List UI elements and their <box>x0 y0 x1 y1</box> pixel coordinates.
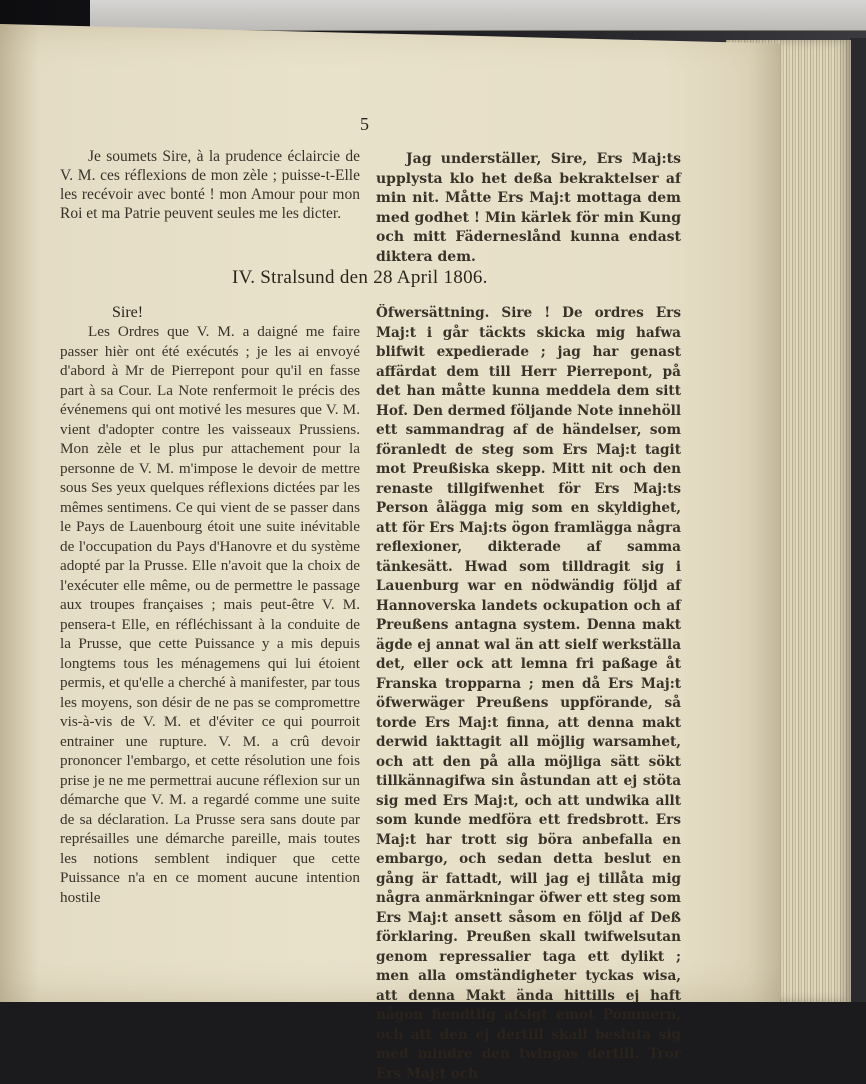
book-spine-shadow <box>850 38 866 1002</box>
book-cover-edge <box>90 0 866 31</box>
french-paragraph-intro: Je soumets Sire, à la prudence éclaircie de V. M. ces réflexions de mon zèle ; puisse-t-Elle les recévoir avec bonté ! mon Amour pour mon Roi et ma Patrie peuvent seules me les dicter. <box>60 148 360 222</box>
salutation: Sire! <box>112 304 144 321</box>
page-number: 5 <box>360 114 369 134</box>
french-letter-body: Les Ordres que V. M. a daigné me faire passer hièr ont été exécutés ; je les ai envoyé d'abord à Mr de Pierrepont pour qu'il en fasse part à sa Cour. La Note renfermoit le précis des événemens qui ont motivé les mesures que V. M. vient d'adopter contre les vaisseaux Prussiens. Mon zèle et le plus pur attachement pour la personne de V. M. m'impose le devoir de mettre sous Ses yeux quelques réflexions dictées par les mêmes sentimens. Ce qui vient de se passer dans le Pays de Lauenbourg étoit une suite inévitable de l'occupation du Pays d'Hanovre et du système adopté par la Prusse. Elle n'avoit que la choix de l'exécuter elle même, ou de permettre le passage aux troupes françaises ; mais peut-être V. M. pensera-t Elle, en réfléchissant à la conduite de la Prusse, que cette Puissance y a mis depuis longtems tous les ménagemens qui lui étoient permis, et qu'elle a cherché à manifester, par tous les moyens, son désir de ne pas se compromettre vis-à-vis de V. M. et d'éviter ce qui pourroit entrainer une rupture. V. M. a crû devoir prononcer l'embargo, et cette résolution une fois prise je ne me permettrai aucune réflexion sur un démarche que V. M. a regardé comme une suite de sa déclaration. La Prusse sera sans doute par représailles une démarche pareille, mais toutes les notions semblent indiquer que cette Puissance n'a en ce moment aucune intention hostile <box>60 323 360 906</box>
letter-heading: IV. Stralsund den 28 April 1806. <box>232 267 488 288</box>
swedish-paragraph-intro: Jag underställer, Sire, Ers Maj:ts upplysta klo het deßa bekraktelser af min nit. Måtte Ers Maj:t mottaga dem med godhet ! Min kärlek för min Kung och mitt Fäderneslånd kunna endast diktera dem. <box>376 151 681 265</box>
swedish-letter-body: Öfwersättning. Sire ! De ordres Ers Maj:t i går täckts skicka mig hafwa blifwit expedierade ; jag har genast affärdat dem till Herr Pierrepont, på det han måtte kunna meddela dem sitt Hof. Den dermed följande Note innehöll ett sammandrag af de händelser, som föranledt de steg som Ers Maj:t tagit mot Preußiska skepp. Mitt nit och den renaste tillgifwenhet för Ers Maj:ts Person ålägga mig som en skyldighet, att för Ers Maj:ts ögon framlägga några reflexioner, dikterade af samma tänkesätt. Hwad som tilldragit sig i Lauenburg war en nödwändig följd af Hannoverska landets ockupation och af Preußens antagna system. Denna makt ägde ej annat wal än att sielf werkställa det, eller ock att lemna fri paßage åt Franska tropparna ; men då Ers Maj:t öfwerwäger Preußens uppförande, så torde Ers Maj:t finna, att denna makt derwid iakttagit all möjlig warsamhet, och att den på alla möjliga sätt sökt tillkännagifwa sin åstundan att ej stöta sig med Ers Maj:t, och att undwika allt som kunde medföra ett fredsbrott. Ers Maj:t har trott sig böra anbefalla en embargo, och sedan detta beslut en gång är fattadt, will jag ej tillåta mig några anmärkningar öfwer ett steg som Ers Maj:t ansett såsom en följd af Deß förklaring. Preußen skall twifwelsutan genom repressalier taga ett dylikt ; men alla omständigheter tyckas wisa, att denna Makt ända hittills ej haft någon fiendtlig afsigt emot Pommern, och att den ej dertill skall besluta sig med mindre den twingas dertill. Tror Ers Maj:t och <box>376 305 681 1082</box>
